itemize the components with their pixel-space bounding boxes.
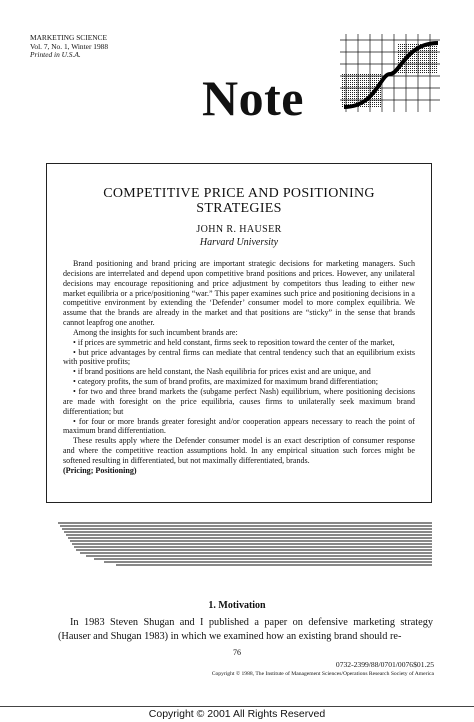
journal-volume: Vol. 7, No. 1, Winter 1988	[30, 41, 109, 51]
body-paragraph: In 1983 Steven Shugan and I published a paper on defensive marketing strategy (Hauser and Shugan 1983) in which we examined how an existing brand should re-	[58, 617, 433, 642]
abstract-bullet: • if prices are symmetric and held constant, firms seek to reposition toward the center of the market,	[73, 337, 395, 347]
keywords: (Pricing; Positioning)	[63, 465, 137, 475]
abstract-paragraph: Among the insights for such incumbent brands are:	[73, 327, 238, 337]
abstract-bullet: • for two and three brand markets the (subgame perfect Nash) equilibrium, where positioning decisions are made with foresight on the price equilibria, causes firms to unilaterally seek maximum brand differentiation; but	[63, 386, 415, 416]
abstract-box	[46, 163, 432, 503]
abstract-bullet: • category profits, the sum of brand profits, are maximized for maximum brand differentiation;	[73, 377, 379, 387]
journal-masthead	[30, 34, 108, 60]
abstract-paragraph: Brand positioning and brand pricing are important strategic decisions for marketing managers. Such decisions are interrelated and depend upon competitive brand positions and prices. However, any unilateral decisions may encourage repositioning and price adjustment by competitors thus leading to either new market equilibria or a price/positioning “war.” This paper examines such price and positioning decisions in a competitive environment by extending the ‘Defender’ consumer model to more complex equilibria. We assume that the brands are already in the market and that positions are “sticky” in the sense that brands cannot leapfrog one another.	[63, 259, 415, 328]
paper-title: COMPETITIVE PRICE AND POSITIONING STRATEGIES	[103, 186, 375, 216]
author-name: JOHN R. HAUSER	[196, 224, 282, 235]
copyright-notice: Copyright © 1988, The Institute of Management Sciences/Operations Research Society of America	[211, 671, 434, 677]
footer-copyright: Copyright © 2001 All Rights Reserved	[148, 708, 326, 720]
abstract-bullet: • if brand positions are held constant, the Nash equilibria for prices exist and are unique, and	[73, 367, 371, 377]
abstract-paragraph: These results apply where the Defender consumer model is an exact description of consumer response and where the competitive reaction assumptions hold. In any empirical situation such forces might be softened resulting in differentiated, but not maximally differentiated, brands.	[63, 436, 415, 465]
footer-divider	[0, 706, 474, 707]
journal-name: MARKETING SCIENCE	[30, 33, 107, 42]
section-heading: 1. Motivation	[208, 600, 266, 611]
printed-in: Printed in U.S.A.	[30, 50, 81, 60]
decorative-stripes	[46, 503, 432, 575]
abstract-bullet: • for four or more brands greater foresight and/or cooperation appears necessary to reach the point of maximum brand differentiation.	[63, 416, 415, 436]
abstract-text	[63, 259, 415, 476]
author-affiliation: Harvard University	[199, 237, 279, 248]
note-heading: Note	[202, 70, 304, 126]
issn-code: 0732-2399/88/0701/0076$01.25	[335, 660, 434, 669]
note-logo-icon	[340, 34, 440, 112]
section-body	[58, 616, 433, 644]
abstract-bullet: • but price advantages by central firms can mediate that central tendency such that an equilibrium exists with positive profits;	[63, 347, 415, 367]
page-number: 76	[233, 648, 241, 657]
